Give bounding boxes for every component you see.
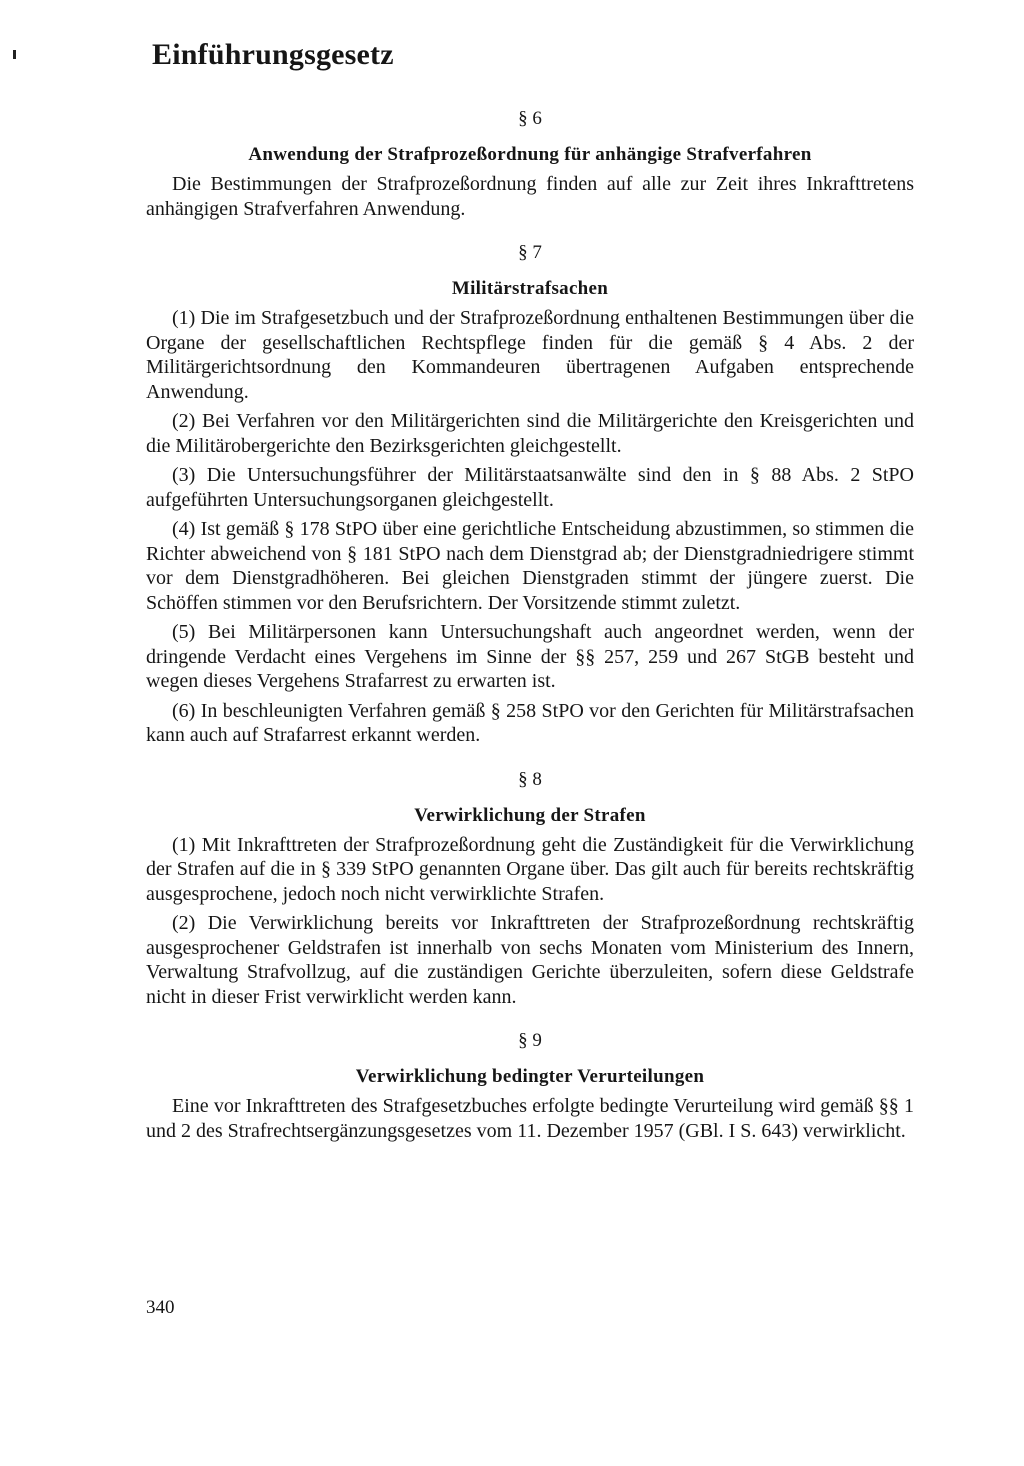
paragraph: Die Bestimmungen der Strafprozeßordnung finden auf alle zur Zeit ihres Inkrafttretens anhängigen Strafverfahren Anwendung. [146,173,914,220]
document-body [146,106,914,1148]
paragraph: (5) Bei Militärpersonen kann Untersuchungshaft auch angeordnet werden, wenn der dringende Verdacht eines Vergehens im Sinne der §§ 257, 259 und 267 StGB besteht und wegen dieses Vergehens Strafarrest zu erwarten ist. [146,621,914,692]
section-title: Anwendung der Strafprozeßordnung für anhängige Strafverfahren [248,144,812,165]
paragraph: (1) Die im Strafgesetzbuch und der Strafprozeßordnung enthaltenen Bestimmungen über die Organe der gesellschaftlichen Rechtspflege finden für die gemäß § 4 Abs. 2 der Militärgerichtsordnung den Kommandeuren übertragenen Aufgaben entsprechende Anwendung. [146,307,914,403]
paragraph: (4) Ist gemäß § 178 StPO über eine gerichtliche Entscheidung abzustimmen, so stimmen die Richter abweichend von § 181 StPO nach dem Dienstgrad ab; der Dienstgradniedrigere stimmt vor dem Dienstgradhöheren. Bei gleichen Dienstgraden stimmt der jüngere zuerst. Die Schöffen stimmen vor den Berufsrichtern. Der Vorsitzende stimmt zuletzt. [146,518,914,614]
section-number: § 7 [518,242,542,263]
paragraph: Eine vor Inkrafttreten des Strafgesetzbuches erfolgte bedingte Verurteilung wird gemäß §§ 1 und 2 des Strafrechtsergänzungsgesetzes vom 11. Dezember 1957 (GBl. I S. 643) verwirklicht. [146,1095,914,1142]
paragraph: (2) Die Verwirklichung bereits vor Inkrafttreten der Strafprozeßordnung rechtskräftig ausgesprochener Geldstrafen ist innerhalb von sechs Monaten vom Ministerium des Innern, Verwaltung Strafvollzug, auf die zuständigen Gerichte überzuleiten, sofern diese Geldstrafe nicht in dieser Frist verwirklicht werden kann. [146,912,914,1008]
paragraph: (1) Mit Inkrafttreten der Strafprozeßordnung geht die Zuständigkeit für die Verwirklichung der Strafen auf die in § 339 StPO genannten Organe über. Das gilt auch für bereits rechtskräftig ausgesprochene, jedoch noch nicht verwirklichte Strafen. [146,833,914,905]
section-number: § 8 [518,768,542,790]
section-title: Verwirklichung der Strafen [414,804,646,826]
margin-mark [13,50,16,59]
section-8 [146,767,914,1010]
section-number: § 9 [518,1030,542,1051]
section-title: Verwirklichung bedingter Verurteilungen [355,1066,705,1087]
paragraph: (2) Bei Verfahren vor den Militärgerichten sind die Militärgerichte den Kreisgerichten und die Militärobergerichte den Bezirksgerichten gleichgestellt. [146,410,914,457]
section-6 [146,106,914,221]
paragraph: (3) Die Untersuchungsführer der Militärstaatsanwälte sind den in § 88 Abs. 2 StPO aufgeführten Untersuchungsorganen gleichgestellt. [146,464,914,511]
section-title: Militärstrafsachen [451,278,609,299]
section-9 [146,1028,914,1143]
section-7 [146,240,914,748]
page-number: 340 [146,1297,175,1318]
section-number: § 6 [518,108,542,129]
paragraph: (6) In beschleunigten Verfahren gemäß § 258 StPO vor den Gerichten für Militärstrafsachen kann auch auf Strafarrest erkannt werden. [146,699,914,746]
page-title: Einführungsgesetz [152,38,394,71]
